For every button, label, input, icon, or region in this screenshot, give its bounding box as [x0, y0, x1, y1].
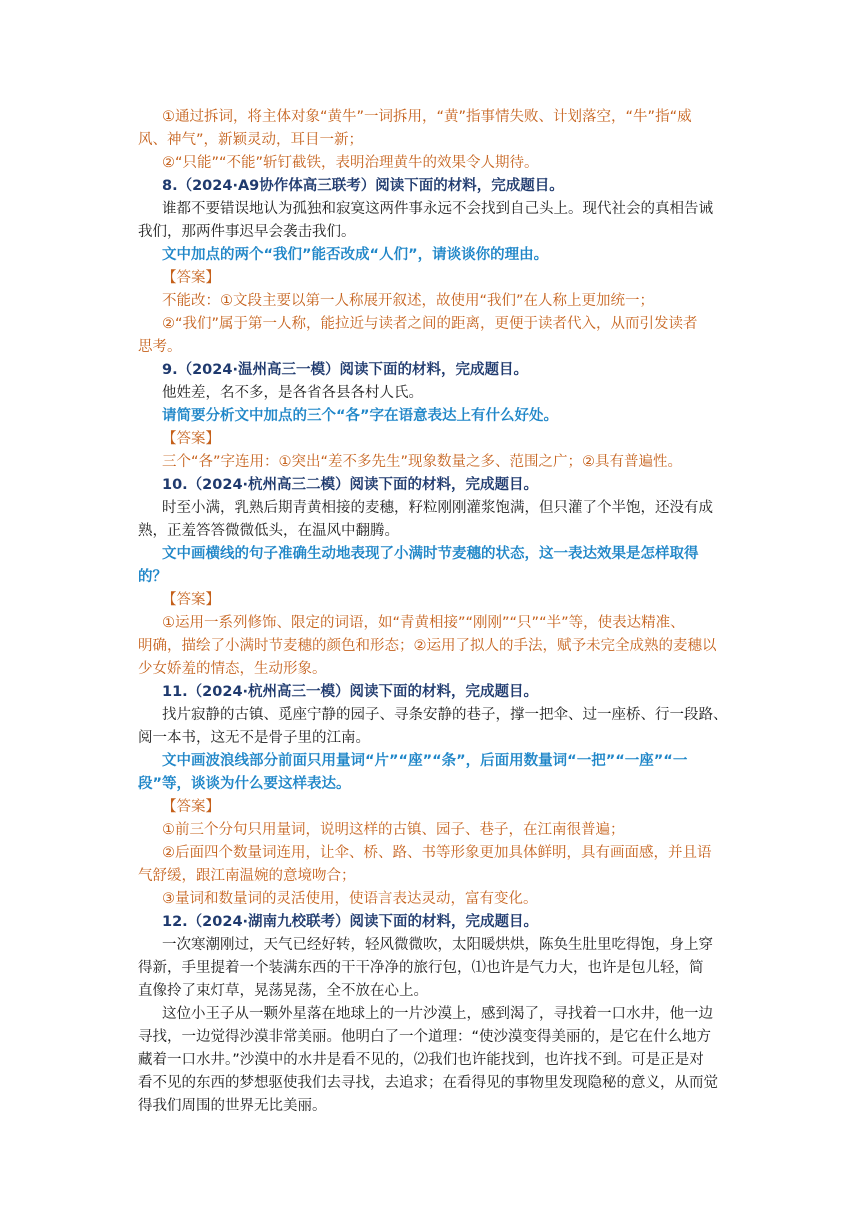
answer-text: 气舒缓，跟江南温婉的意境吻合；	[138, 868, 356, 884]
material-text: 我们，那两件事迟早会袭击我们。	[138, 224, 356, 240]
answer-text: 【答案】	[162, 592, 220, 608]
answer-text: ②后面四个数量词连用，让伞、桥、路、书等形象更加具体鲜明，具有画面感，并且语	[162, 845, 712, 861]
material-text: 阅一本书，这无不是骨子里的江南。	[138, 730, 370, 746]
material-text: 这位小王子从一颗外星落在地球上的一片沙漠上，感到渴了，寻找着一口水井，他一边	[162, 1006, 713, 1022]
material-text: 熟，正羞答答微微低头，在温风中翻腾。	[138, 523, 399, 539]
material-text: 看不见的东西的梦想驱使我们去寻找，去追求；在看得见的事物里发现隐秘的意义，从而觉	[138, 1075, 718, 1091]
material-text: 时至小满，乳熟后期青黄相接的麦穗，籽粒刚刚灌浆饱满，但只灌了个半饱，还没有成	[162, 500, 713, 516]
question-heading: 10.（2024·杭州高三二模）阅读下面的材料，完成题目。	[162, 477, 539, 493]
question-heading: 12.（2024·湖南九校联考）阅读下面的材料，完成题目。	[162, 914, 539, 930]
question-prompt: 的？	[138, 569, 167, 585]
material-text: 寻找，一边觉得沙漠非常美丽。他明白了一个道理：“使沙漠变得美丽的，是它在什么地方	[138, 1029, 712, 1045]
question-prompt: 文中加点的两个“我们”能否改成“人们”，请谈谈你的理由。	[162, 247, 549, 263]
answer-text: 不能改：①文段主要以第一人称展开叙述，故使用“我们”在人称上更加统一；	[162, 293, 655, 309]
question-heading: 8.（2024·A9协作体高三联考）阅读下面的材料，完成题目。	[162, 178, 564, 194]
answer-text: 【答案】	[162, 431, 220, 447]
answer-text: ①前三个分句只用量词，说明这样的古镇、园子、巷子，在江南很普遍；	[162, 822, 625, 838]
answer-text: ②“我们”属于第一人称，能拉近与读者之间的距离，更便于读者代入，从而引发读者	[162, 316, 698, 332]
answer-text: 思考。	[138, 339, 182, 355]
answer-text: ①通过拆词，将主体对象“黄牛”一词拆用，“黄”指事情失败、计划落空，“牛”指“威	[162, 109, 692, 125]
answer-text: ①运用一系列修饰、限定的词语，如“青黄相接”“刚刚”“只”“半”等，使表达精准、	[162, 615, 685, 631]
answer-text: ②“只能”“不能”斩钉截铁，表明治理黄牛的效果令人期待。	[162, 155, 539, 171]
answer-text: 少女娇羞的情态，生动形象。	[138, 661, 327, 677]
question-prompt: 请简要分析文中加点的三个“各”字在语意表达上有什么好处。	[162, 408, 559, 424]
answer-text: 三个“各”字连用：①突出“差不多先生”现象数量之多、范围之广；②具有普遍性。	[162, 454, 683, 470]
material-text: 谁都不要错误地认为孤独和寂寞这两件事永远不会找到自己头上。现代社会的真相告诫	[162, 201, 713, 217]
material-text: 藏着一口水井。”沙漠中的水井是看不见的，⑵我们也许能找到，也许找不到。可是正是对	[138, 1052, 704, 1068]
answer-text: 明确，描绘了小满时节麦穗的颜色和形态；②运用了拟人的手法，赋予未完全成熟的麦穗以	[138, 638, 717, 654]
material-text: 一次寒潮刚过，天气已经好转，轻风微微吹，太阳暖烘烘，陈奂生肚里吃得饱，身上穿	[162, 937, 713, 953]
answer-text: 风、神气”，新颖灵动，耳目一新；	[138, 132, 364, 148]
question-heading: 11.（2024·杭州高三一模）阅读下面的材料，完成题目。	[162, 684, 539, 700]
material-text: 他姓差，名不多，是各省各县各村人氏。	[162, 385, 423, 401]
question-heading: 9.（2024·温州高三一模）阅读下面的材料，完成题目。	[162, 362, 528, 378]
question-prompt: 文中画横线的句子准确生动地表现了小满时节麦穗的状态，这一表达效果是怎样取得	[162, 546, 699, 562]
question-prompt: 段”等，谈谈为什么要这样表达。	[138, 776, 351, 792]
material-text: 得我们周围的世界无比美丽。	[138, 1098, 327, 1114]
material-text: 找片寂静的古镇、觅座宁静的园子、寻条安静的巷子，撑一把伞、过一座桥、行一段路、	[162, 707, 728, 723]
question-prompt: 文中画波浪线部分前面只用量词“片”“座”“条”，后面用数量词“一把”“一座”“一	[162, 753, 688, 769]
answer-text: 【答案】	[162, 799, 220, 815]
material-text: 直像拎了束灯草，晃荡晃荡，全不放在心上。	[138, 983, 428, 999]
answer-text: 【答案】	[162, 270, 220, 286]
material-text: 得新，手里提着一个装满东西的干干净净的旅行包，⑴也许是气力大，也许是包儿轻，简	[138, 960, 704, 976]
answer-text: ③量词和数量词的灵活使用，使语言表达灵动，富有变化。	[162, 891, 538, 907]
